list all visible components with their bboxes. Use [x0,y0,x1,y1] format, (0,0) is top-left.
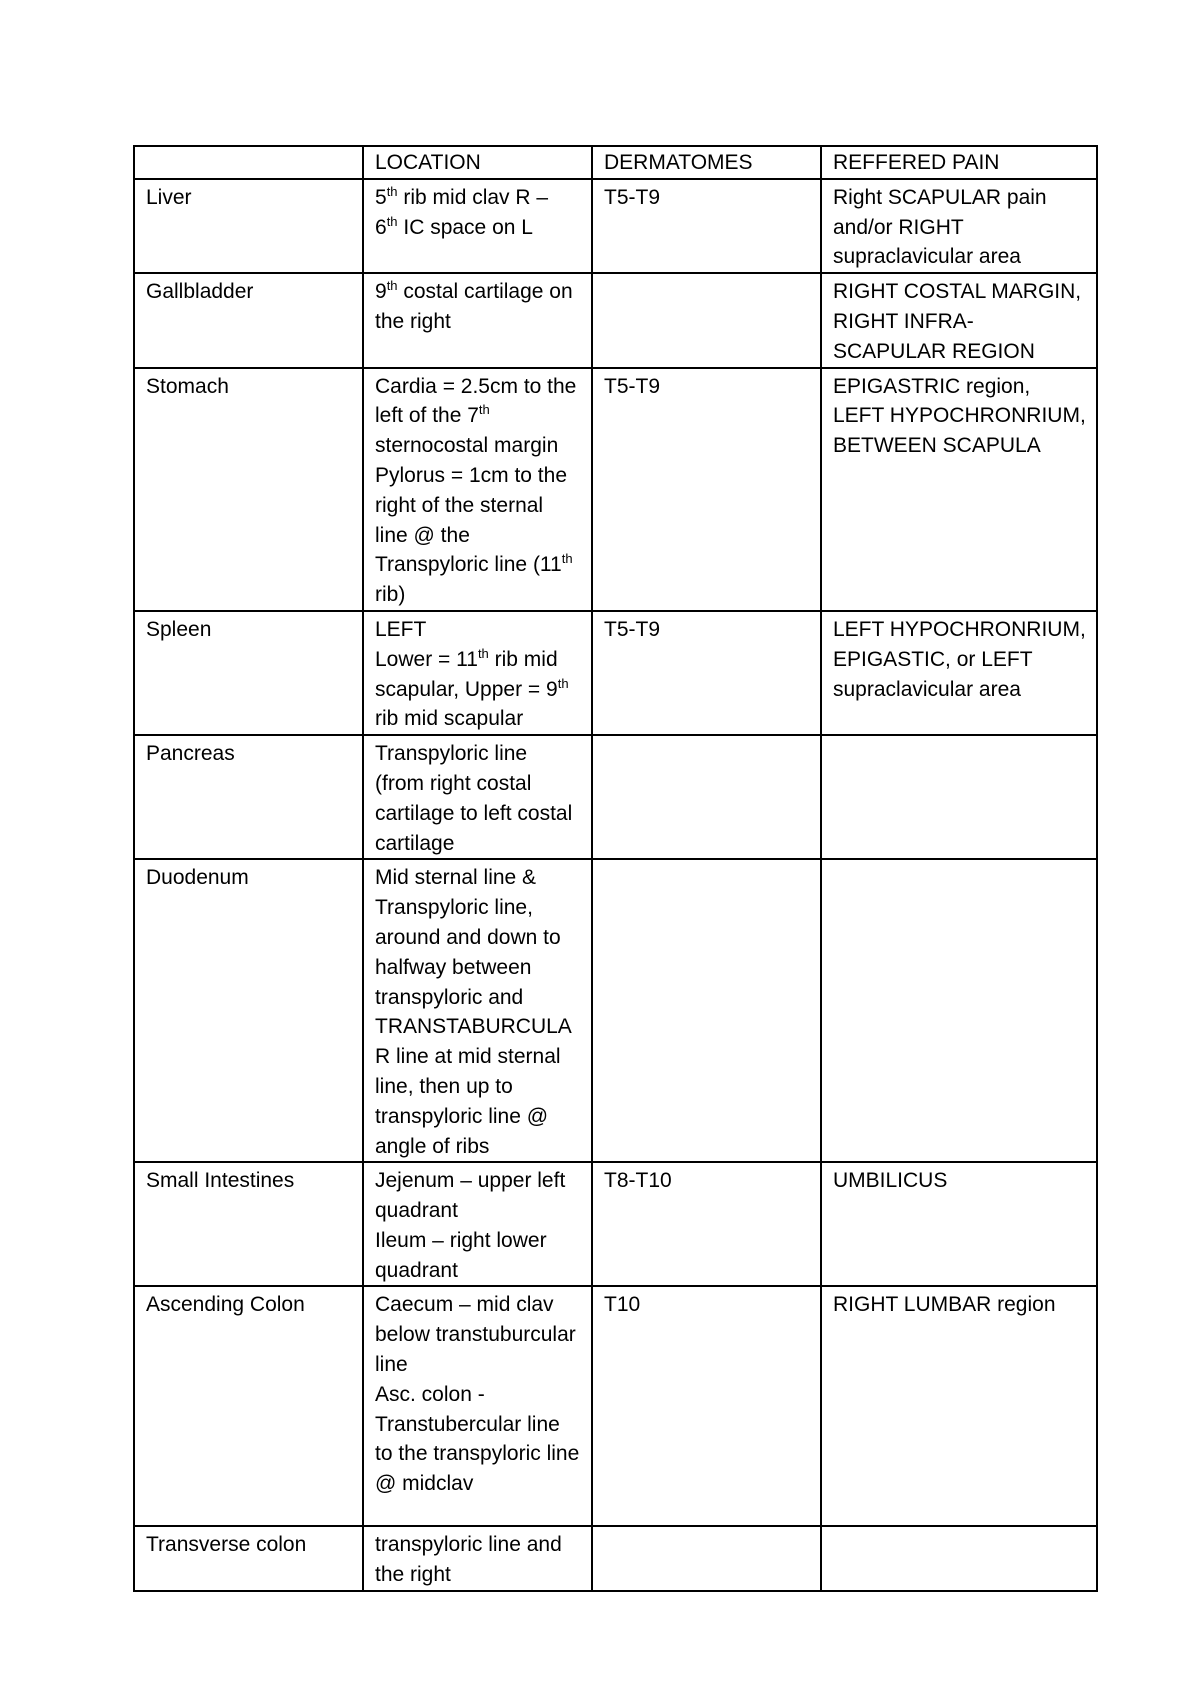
location-cell: LEFT Lower = 11th rib mid scapular, Upper = 9th rib mid scapular [363,611,592,735]
header-cell-location: LOCATION [363,146,592,179]
header-cell-referred-pain: REFFERED PAIN [821,146,1097,179]
referred-pain-cell: LEFT HYPOCHRONRIUM, EPIGASTIC, or LEFT supraclavicular area [821,611,1097,735]
location-cell: Caecum – mid clav below transtuburcular line Asc. colon - Transtubercular line to the transpyloric line @ midclav [363,1286,592,1526]
dermatomes-cell: T5-T9 [592,179,821,273]
organ-reference-table [133,145,1098,1592]
referred-pain-cell: UMBILICUS [821,1162,1097,1286]
dermatomes-cell [592,1526,821,1591]
dermatomes-cell: T5-T9 [592,368,821,611]
organ-cell: Spleen [134,611,363,735]
table-row [134,611,1097,735]
referred-pain-cell: Right SCAPULAR pain and/or RIGHT supraclavicular area [821,179,1097,273]
organ-cell: Ascending Colon [134,1286,363,1526]
location-cell: Transpyloric line (from right costal cartilage to left costal cartilage [363,735,592,859]
referred-pain-cell: EPIGASTRIC region, LEFT HYPOCHRONRIUM, BETWEEN SCAPULA [821,368,1097,611]
header-cell-dermatomes: DERMATOMES [592,146,821,179]
organ-cell: Gallbladder [134,273,363,367]
dermatomes-cell: T10 [592,1286,821,1526]
location-cell: Jejenum – upper left quadrant Ileum – right lower quadrant [363,1162,592,1286]
location-cell: 9th costal cartilage on the right [363,273,592,367]
table-row [134,859,1097,1162]
referred-pain-cell [821,859,1097,1162]
organ-cell: Small Intestines [134,1162,363,1286]
organ-cell: Liver [134,179,363,273]
location-cell: Mid sternal line & Transpyloric line, around and down to halfway between transpyloric and TRANSTABURCULAR line at mid sternal line, then up to transpyloric line @ angle of ribs [363,859,592,1162]
location-cell: Cardia = 2.5cm to the left of the 7th sternocostal margin Pylorus = 1cm to the right of the sternal line @ the Transpyloric line (11th rib) [363,368,592,611]
table-row [134,368,1097,611]
referred-pain-cell [821,735,1097,859]
dermatomes-cell: T8-T10 [592,1162,821,1286]
organ-cell: Duodenum [134,859,363,1162]
table-row [134,273,1097,367]
table-row [134,1526,1097,1591]
organ-cell: Stomach [134,368,363,611]
dermatomes-cell: T5-T9 [592,611,821,735]
organ-cell: Pancreas [134,735,363,859]
organ-cell: Transverse colon [134,1526,363,1591]
header-cell-organ [134,146,363,179]
dermatomes-cell [592,859,821,1162]
table-row [134,735,1097,859]
location-cell: 5th rib mid clav R – 6th IC space on L [363,179,592,273]
dermatomes-cell [592,735,821,859]
table-row [134,1286,1097,1526]
dermatomes-cell [592,273,821,367]
table-header-row [134,146,1097,179]
location-cell: transpyloric line and the right [363,1526,592,1591]
referred-pain-cell: RIGHT LUMBAR region [821,1286,1097,1526]
table-row [134,1162,1097,1286]
referred-pain-cell: RIGHT COSTAL MARGIN, RIGHT INFRA-SCAPULAR REGION [821,273,1097,367]
referred-pain-cell [821,1526,1097,1591]
table-row [134,179,1097,273]
